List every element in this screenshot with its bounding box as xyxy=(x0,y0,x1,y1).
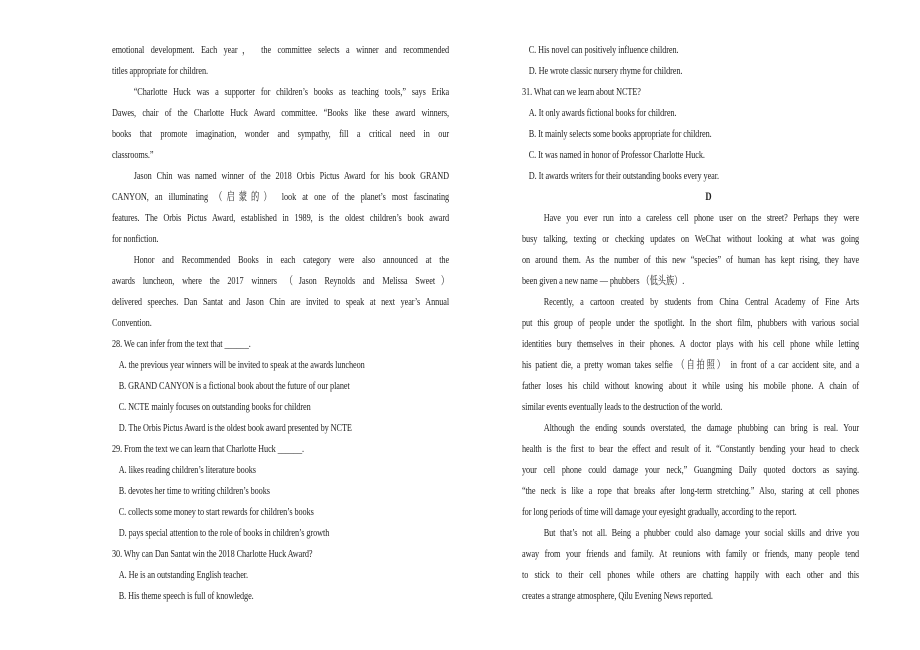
paragraph-line: busy talking, texting or checking updates on WeChat without looking at what was going xyxy=(522,233,860,245)
paragraph-line: emotional development. Each year， the committee selects a winner and recommended xyxy=(112,44,450,56)
option-line: C. His novel can positively influence children. xyxy=(528,44,679,56)
paragraph-line: creates a strange atmosphere, Qilu Evening News reported. xyxy=(522,590,713,602)
paragraph-line: for nonfiction. xyxy=(112,233,159,245)
paragraph-line: father loses his child without knowing about it while using his mobile phone. A chain of xyxy=(522,380,860,392)
paragraph-line: put this group of people under the spotlight. In the short film, phubbers with various social xyxy=(522,317,860,329)
option-line: C. collects some money to start rewards for children’s books xyxy=(118,506,314,518)
paragraph-line: titles appropriate for children. xyxy=(112,65,208,77)
question-line: 31. What can we learn about NCTE? xyxy=(522,86,641,98)
paragraph-line: away from your friends and family. At reunions with family or friends, many people tend xyxy=(522,548,860,560)
paragraph-line: Dawes, chair of the Charlotte Huck Award committee. “Books like these award winners, xyxy=(112,107,450,119)
option-line: D. It awards writers for their outstanding books every year. xyxy=(528,170,719,182)
left-column xyxy=(112,40,449,607)
paragraph-line: Convention. xyxy=(112,317,152,329)
paragraph-line: to stick to their cell phones while others are chatting happily with each other and this xyxy=(522,569,860,581)
paragraph-line: Recently, a cartoon created by students from China Central Academy of Fine Arts xyxy=(543,296,860,308)
paragraph-line: Have you ever run into a careless cell phone user on the street? Perhaps they were xyxy=(543,212,860,224)
paragraph-line: “the neck is like a rope that breaks after long-term stretching.” Also, staring at cell phones xyxy=(522,485,860,497)
paragraph-line: awards luncheon, where the 2017 winners （Jason Reynolds and Melissa Sweet） xyxy=(112,275,450,287)
paragraph-line: CANYON, an illuminating （启蒙的） look at one of the planet’s most fascinating xyxy=(112,191,450,203)
option-line: B. It mainly selects some books appropriate for children. xyxy=(528,128,712,140)
paragraph-line: books that promote imagination, wonder and sympathy, fill a critical need in our xyxy=(112,128,450,140)
paragraph-line: Honor and Recommended Books in each category were also announced at the xyxy=(133,254,450,266)
paragraph-line: Jason Chin was named winner of the 2018 Orbis Pictus Award for his book GRAND xyxy=(133,170,450,182)
option-line: C. NCTE mainly focuses on outstanding books for children xyxy=(118,401,311,413)
option-line: D. pays special attention to the role of books in children’s growth xyxy=(118,527,330,539)
question-line: 30. Why can Dan Santat win the 2018 Charlotte Huck Award? xyxy=(112,548,313,560)
option-line: C. It was named in honor of Professor Charlotte Huck. xyxy=(528,149,705,161)
right-column xyxy=(522,40,859,607)
paragraph-line: classrooms.” xyxy=(112,149,154,161)
paragraph-line: But that’s not all. Being a phubber could also damage your social skills and drive you xyxy=(543,527,860,539)
option-line: A. likes reading children’s literature books xyxy=(118,464,256,476)
paragraph-line: similar events eventually leads to the destruction of the world. xyxy=(522,401,723,413)
option-line: B. devotes her time to writing children’s books xyxy=(118,485,270,497)
option-line: D. He wrote classic nursery rhyme for children. xyxy=(528,65,683,77)
paragraph-line: health is the first to bear the effect and result of it. “Constantly bending your head to check xyxy=(522,443,860,455)
question-line: 28. We can infer from the text that ______. xyxy=(112,338,251,350)
option-line: B. His theme speech is full of knowledge. xyxy=(118,590,254,602)
paragraph-line: on around them. As the number of this new “species” of human has kept rising, they have xyxy=(522,254,860,266)
option-line: A. He is an outstanding English teacher. xyxy=(118,569,249,581)
option-line: B. GRAND CANYON is a fictional book about the future of our planet xyxy=(118,380,350,392)
option-line: A. the previous year winners will be invited to speak at the awards luncheon xyxy=(118,359,365,371)
question-line: 29. From the text we can learn that Charlotte Huck ______. xyxy=(112,443,304,455)
paragraph-line: been given a new name — phubbers （低头族）. xyxy=(522,275,685,287)
paragraph-line: your cell phone could damage your neck,” Guangming Daily quoted doctors as saying. xyxy=(522,464,860,476)
paragraph-line: delivered speeches. Dan Santat and Jason Chin are invited to speak at next year’s Annual xyxy=(112,296,450,308)
section-heading: D xyxy=(705,191,712,203)
paragraph-line: “Charlotte Huck was a supporter for children’s books as teaching tools,” says Erika xyxy=(133,86,450,98)
paragraph-line: his patient die, a pretty woman takes selfie （自拍照） in front of a car accident site, and a xyxy=(522,359,860,371)
paragraph-line: features. The Orbis Pictus Award, established in 1989, is the oldest children’s book award xyxy=(112,212,450,224)
paragraph-line: for long periods of time will damage your eyesight gradually, according to the report. xyxy=(522,506,797,518)
option-line: D. The Orbis Pictus Award is the oldest book award presented by NCTE xyxy=(118,422,352,434)
paragraph-line: Although the ending sounds overstated, the damage phubbing can bring is real. Your xyxy=(543,422,860,434)
option-line: A. It only awards fictional books for children. xyxy=(528,107,677,119)
paragraph-line: identities bury themselves in their phones. A doctor plays with his cell phone while letting xyxy=(522,338,860,350)
